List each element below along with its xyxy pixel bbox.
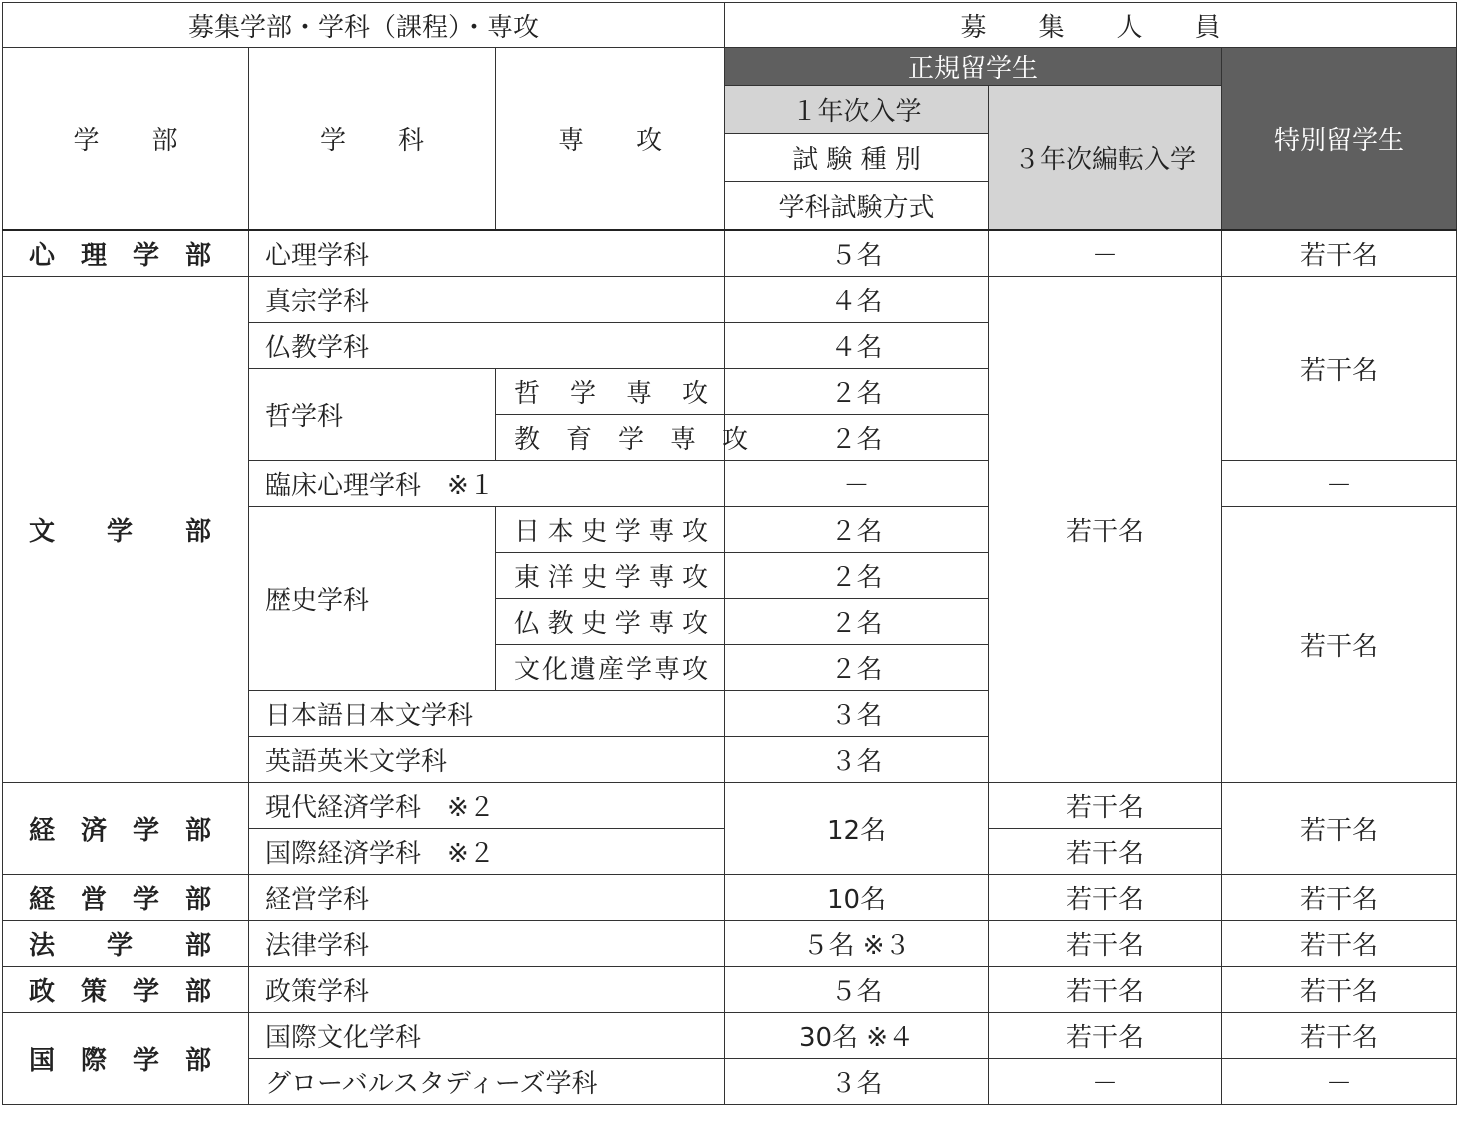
faculty-law: 法 学 部 [3,921,249,967]
special-count: 若干名 [1222,967,1457,1013]
major-education: 教 育 学 専 攻 [496,415,725,461]
table-row [3,921,1457,967]
first-year-count: ２名 [725,415,989,461]
first-year-count: ２名 [725,553,989,599]
third-year-count: － [989,230,1222,277]
header-capacity: 募 集 人 員 [725,3,1457,48]
third-year-count: 若干名 [989,1013,1222,1059]
header-major: 専 攻 [496,48,725,231]
third-year-count: 若干名 [989,921,1222,967]
dept-buddhism: 仏教学科 [249,323,725,369]
header-first-year: １年次入学 [725,86,989,134]
first-year-count: ４名 [725,323,989,369]
first-year-count: ２名 [725,369,989,415]
table-row [3,875,1457,921]
dept-modern-economics: 現代経済学科 ※２ [249,783,725,829]
header-department: 学 科 [249,48,496,231]
third-year-count: － [989,1059,1222,1105]
faculty-international: 国 際 学 部 [3,1013,249,1105]
dept-business: 経営学科 [249,875,725,921]
major-philosophy: 哲 学 専 攻 [496,369,725,415]
faculty-economics: 経 済 学 部 [3,783,249,875]
faculty-business: 経 営 学 部 [3,875,249,921]
header-exam-type: 試 験 種 別 [725,134,989,182]
dept-philosophy: 哲学科 [249,369,496,461]
dept-shin-buddhism: 真宗学科 [249,277,725,323]
first-year-count: 30名 ※４ [725,1013,989,1059]
header-program: 募集学部・学科（課程）・専攻 [3,3,725,48]
header-regular-student: 正規留学生 [725,48,1222,86]
first-year-count: ５名 [725,230,989,277]
table-row [3,783,1457,829]
special-count: 若干名 [1222,507,1457,783]
third-year-count: 若干名 [989,277,1222,783]
first-year-count: 12名 [725,783,989,875]
faculty-policy: 政 策 学 部 [3,967,249,1013]
special-count: － [1222,461,1457,507]
header-special-student: 特別留学生 [1222,48,1457,231]
table-row [3,277,1457,323]
header-exam-method: 学科試験方式 [725,182,989,231]
table-row [3,1013,1457,1059]
first-year-count: ２名 [725,599,989,645]
third-year-count: 若干名 [989,875,1222,921]
dept-international-economics: 国際経済学科 ※２ [249,829,725,875]
dept-global-studies: グローバルスタディーズ学科 [249,1059,725,1105]
first-year-count: ２名 [725,507,989,553]
special-count: 若干名 [1222,875,1457,921]
first-year-count: ５名 ※３ [725,921,989,967]
first-year-count: ３名 [725,737,989,783]
table-row [3,967,1457,1013]
header-third-year: ３年次編転入学 [989,86,1222,231]
first-year-count: ３名 [725,691,989,737]
faculty-letters: 文 学 部 [3,277,249,783]
first-year-count: ３名 [725,1059,989,1105]
special-count: 若干名 [1222,230,1457,277]
special-count: 若干名 [1222,921,1457,967]
admissions-table [2,2,1457,1105]
faculty-psychology: 心 理 学 部 [3,230,249,277]
first-year-count: ５名 [725,967,989,1013]
first-year-count: ４名 [725,277,989,323]
dept-english-literature: 英語英米文学科 [249,737,725,783]
first-year-count: 10名 [725,875,989,921]
major-buddhist-history: 仏教史学専攻 [496,599,725,645]
third-year-count: 若干名 [989,783,1222,829]
dept-japanese-literature: 日本語日本文学科 [249,691,725,737]
header-faculty: 学 部 [3,48,249,231]
dept-policy: 政策学科 [249,967,725,1013]
first-year-count: － [725,461,989,507]
dept-psychology: 心理学科 [249,230,725,277]
special-count: 若干名 [1222,1013,1457,1059]
third-year-count: 若干名 [989,829,1222,875]
special-count: 若干名 [1222,277,1457,461]
dept-law: 法律学科 [249,921,725,967]
dept-international-culture: 国際文化学科 [249,1013,725,1059]
first-year-count: ２名 [725,645,989,691]
table-row [3,230,1457,277]
major-asian-history: 東洋史学専攻 [496,553,725,599]
major-japanese-history: 日本史学専攻 [496,507,725,553]
third-year-count: 若干名 [989,967,1222,1013]
special-count: 若干名 [1222,783,1457,875]
dept-history: 歴史学科 [249,507,496,691]
dept-clinical-psychology: 臨床心理学科 ※１ [249,461,725,507]
special-count: － [1222,1059,1457,1105]
major-cultural-heritage: 文化遺産学専攻 [496,645,725,691]
